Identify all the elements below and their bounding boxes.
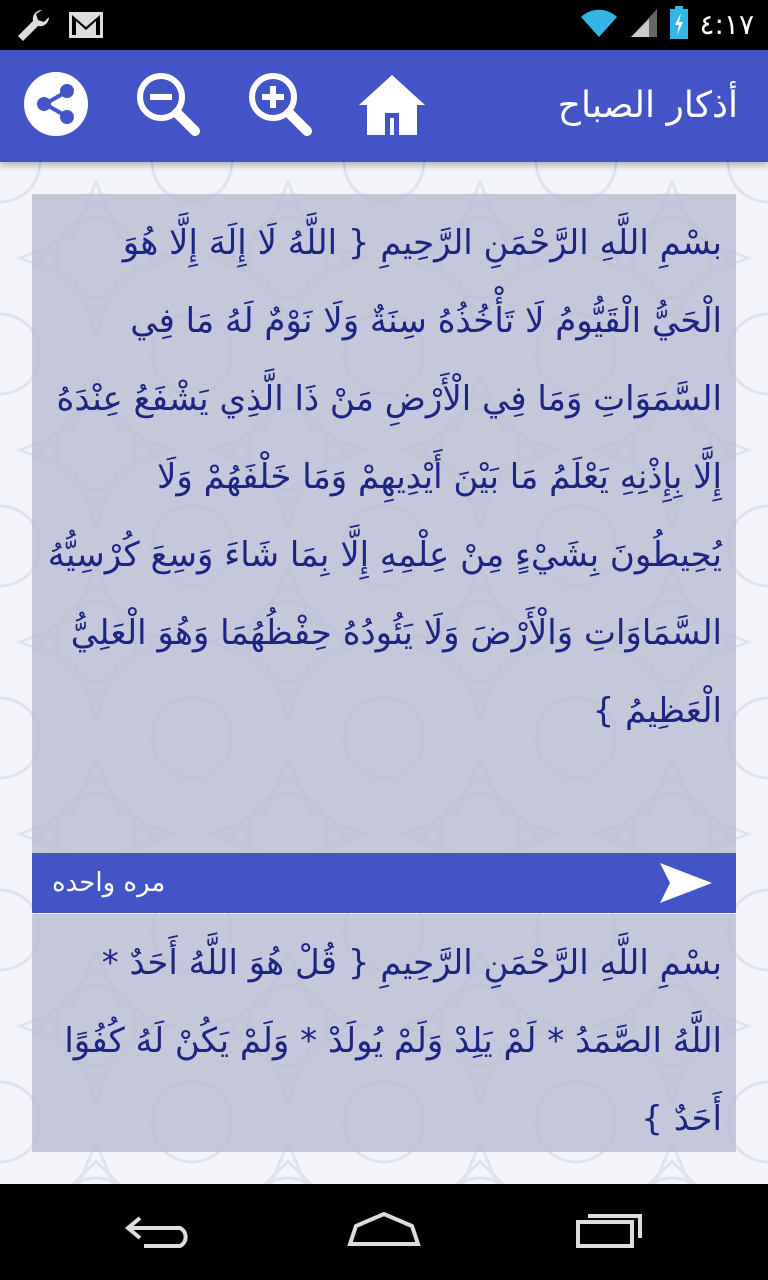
action-bar — [0, 50, 768, 162]
back-icon — [124, 1210, 196, 1254]
clock: ٤:١٧ — [699, 8, 754, 41]
home-button[interactable] — [356, 70, 428, 142]
battery-icon — [669, 6, 689, 44]
signal-icon — [629, 7, 659, 43]
content-area[interactable] — [0, 162, 768, 1184]
wifi-icon — [579, 7, 619, 43]
zoom-out-icon — [133, 69, 203, 143]
page-title: أذكار الصباح — [557, 85, 738, 126]
back-button[interactable] — [110, 1204, 210, 1260]
status-bar — [0, 0, 768, 50]
send-icon[interactable] — [656, 859, 716, 907]
home-nav-icon — [346, 1210, 422, 1254]
zoom-in-icon — [245, 69, 315, 143]
count-bar[interactable] — [32, 853, 736, 913]
recent-apps-icon — [574, 1210, 646, 1254]
share-button[interactable] — [20, 70, 92, 142]
share-icon — [23, 71, 89, 141]
wrench-icon — [14, 8, 52, 46]
home-icon — [357, 71, 427, 141]
dhikr-text: بسْمِ اللَّهِ الرَّحْمَنِ الرَّحِيمِ { قُلْ هُوَ اللَّهُ أَحَدٌ * اللَّهُ الصَّمَدُ * لَمْ يَلِدْ وَلَمْ يُولَدْ * وَلَمْ يَكُنْ لَهُ كُفُوًا أَحَدٌ } — [64, 943, 722, 1139]
recent-apps-button[interactable] — [560, 1204, 660, 1260]
zoom-out-button[interactable] — [132, 70, 204, 142]
gmail-icon — [68, 11, 104, 43]
dhikr-card-ayat-al-kursi — [32, 194, 736, 853]
navigation-bar — [0, 1184, 768, 1280]
dhikr-card-al-ikhlas — [32, 914, 736, 1152]
zoom-in-button[interactable] — [244, 70, 316, 142]
count-label: مره واحده — [52, 868, 166, 898]
dhikr-text: بسْمِ اللَّهِ الرَّحْمَنِ الرَّحِيمِ { اللَّهُ لَا إِلَهَ إِلَّا هُوَ الْحَيُّ الْقَيُّومُ لَا تَأْخُذُهُ سِنَةٌ وَلَا نَوْمٌ لَهُ مَا فِي السَّمَوَاتِ وَمَا فِي الْأَرْضِ مَنْ ذَا الَّذِي يَشْفَعُ عِنْدَهُ إِلَّا بِإِذْنِهِ يَعْلَمُ مَا بَيْنَ أَيْدِيهِمْ وَمَا خَلْفَهُمْ وَلَا يُحِيطُونَ بِشَيْءٍ مِنْ عِلْمِهِ إِلَّا بِمَا شَاءَ وَسِعَ كُرْسِيُّهُ السَّمَاوَاتِ وَالْأَرْضَ وَلَا يَئُودُهُ حِفْظُهُمَا وَهُوَ الْعَلِيُّ الْعَظِيمُ } — [47, 223, 722, 731]
home-nav-button[interactable] — [334, 1204, 434, 1260]
